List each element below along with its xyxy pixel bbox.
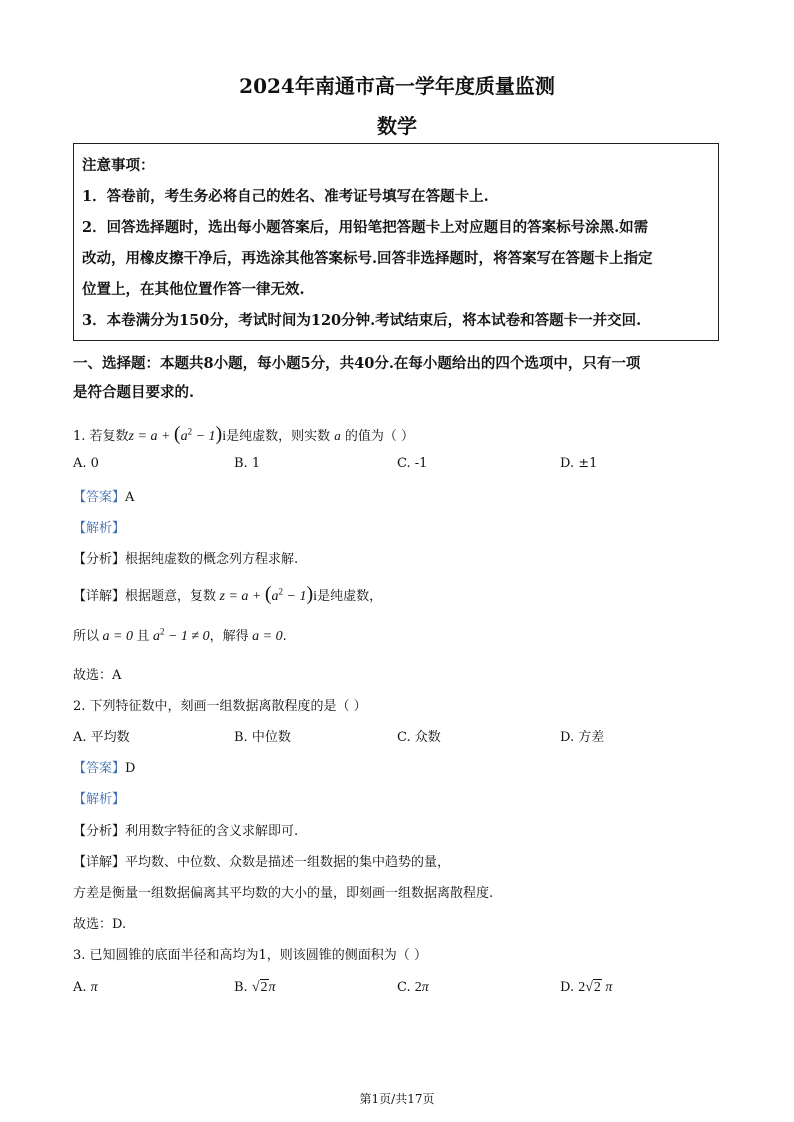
q2-detail-1: 【详解】平均数、中位数、众数是描述一组数据的集中趋势的量， <box>73 855 451 870</box>
q1-so-formula-1: a = 0 <box>99 629 137 644</box>
q2-detail-2: 方差是衡量一组数据偏离其平均数的大小的量，即刻画一组数据离散程度. <box>73 886 494 901</box>
q1-so-formula-3: a = 0 <box>248 629 283 644</box>
q2-fenxi: 【分析】利用数字特征的含义求解即可. <box>73 824 299 839</box>
q3-option-b: B. √2π <box>234 980 276 995</box>
q3-option-c: C. 2π <box>397 980 429 995</box>
q1-option-c: C. -1 <box>397 456 428 471</box>
q2-option-b: B. 中位数 <box>234 730 291 745</box>
q1-formula: $z = a + (a^2 - 1)i$ <box>128 423 227 445</box>
q3-option-b-math: √2π <box>251 980 276 995</box>
question-1-stem: 1. 若复数$z = a + (a^2 - 1)i$是纯虚数，则实数 a 的值为（ ） <box>73 423 415 445</box>
q2-conclusion: 故选：D. <box>73 917 127 932</box>
q1-option-a: A. 0 <box>73 456 99 471</box>
q1-fenxi: 【分析】根据纯虚数的概念列方程求解. <box>73 552 299 567</box>
notice-item-2c: 位置上，在其他位置作答一律无效. <box>82 281 305 298</box>
notice-box <box>73 143 719 341</box>
q2-answer: 【答案】D <box>73 761 136 776</box>
q1-option-d: D. ±1 <box>560 456 598 471</box>
q2-option-d: D. 方差 <box>560 730 605 745</box>
q2-analysis-tag: 【解析】 <box>73 792 126 807</box>
exam-title: 2024年南通市高一学年度质量监测 <box>239 74 555 98</box>
q1-so: 所以 a = 0 且 $a^2 - 1 \ne 0$，解得 a = 0. <box>73 626 287 644</box>
notice-item-3: 3．本卷满分为150分，考试时间为120分钟.考试结束后，将本试卷和答题卡一并交回. <box>82 312 642 329</box>
q2-option-c: C. 众数 <box>397 730 441 745</box>
q1-so-formula-2: $a^2 - 1 \ne 0$ <box>149 626 210 644</box>
q3-option-c-math: 2π <box>414 980 429 995</box>
q3-option-d: D. 2√2 π <box>560 980 613 995</box>
notice-heading: 注意事项： <box>82 157 155 174</box>
section-heading-2: 是符合题目要求的. <box>73 384 195 401</box>
notice-item-2b: 改动，用橡皮擦干净后，再选涂其他答案标号.回答非选择题时，将答案写在答题卡上指定 <box>82 250 653 267</box>
notice-item-1: 1．答卷前，考生务必将自己的姓名、准考证号填写在答题卡上. <box>82 188 489 205</box>
question-3-stem: 3. 已知圆锥的底面半径和高均为1，则该圆锥的侧面积为（ ） <box>73 948 427 963</box>
q3-option-a-math: π <box>90 980 98 995</box>
q1-conclusion: 故选：A <box>73 668 122 683</box>
exam-subject: 数学 <box>377 114 417 138</box>
q1-answer: 【答案】A <box>73 490 135 505</box>
notice-item-2a: 2．回答选择题时，选出每小题答案后，用铅笔把答题卡上对应题目的答案标号涂黑.如需 <box>82 219 649 236</box>
section-heading-1: 一、选择题：本题共8小题，每小题5分，共40分.在每小题给出的四个选项中，只有一项 <box>73 355 641 372</box>
page-footer: 第1页/共17页 <box>359 1092 435 1106</box>
q1-analysis-tag: 【解析】 <box>73 521 126 536</box>
q1-detail: 【详解】根据题意，复数 $z = a + (a^2 - 1)i$是纯虚数， <box>73 583 383 605</box>
q1-detail-formula: $z = a + (a^2 - 1)i$ <box>216 583 318 605</box>
question-2-stem: 2. 下列特征数中，刻画一组数据离散程度的是（ ） <box>73 699 367 714</box>
q1-option-b: B. 1 <box>234 456 261 471</box>
q2-option-a: A. 平均数 <box>73 730 130 745</box>
q3-option-a: A. π <box>73 980 98 995</box>
q3-option-d-math: 2√2 π <box>578 980 613 995</box>
